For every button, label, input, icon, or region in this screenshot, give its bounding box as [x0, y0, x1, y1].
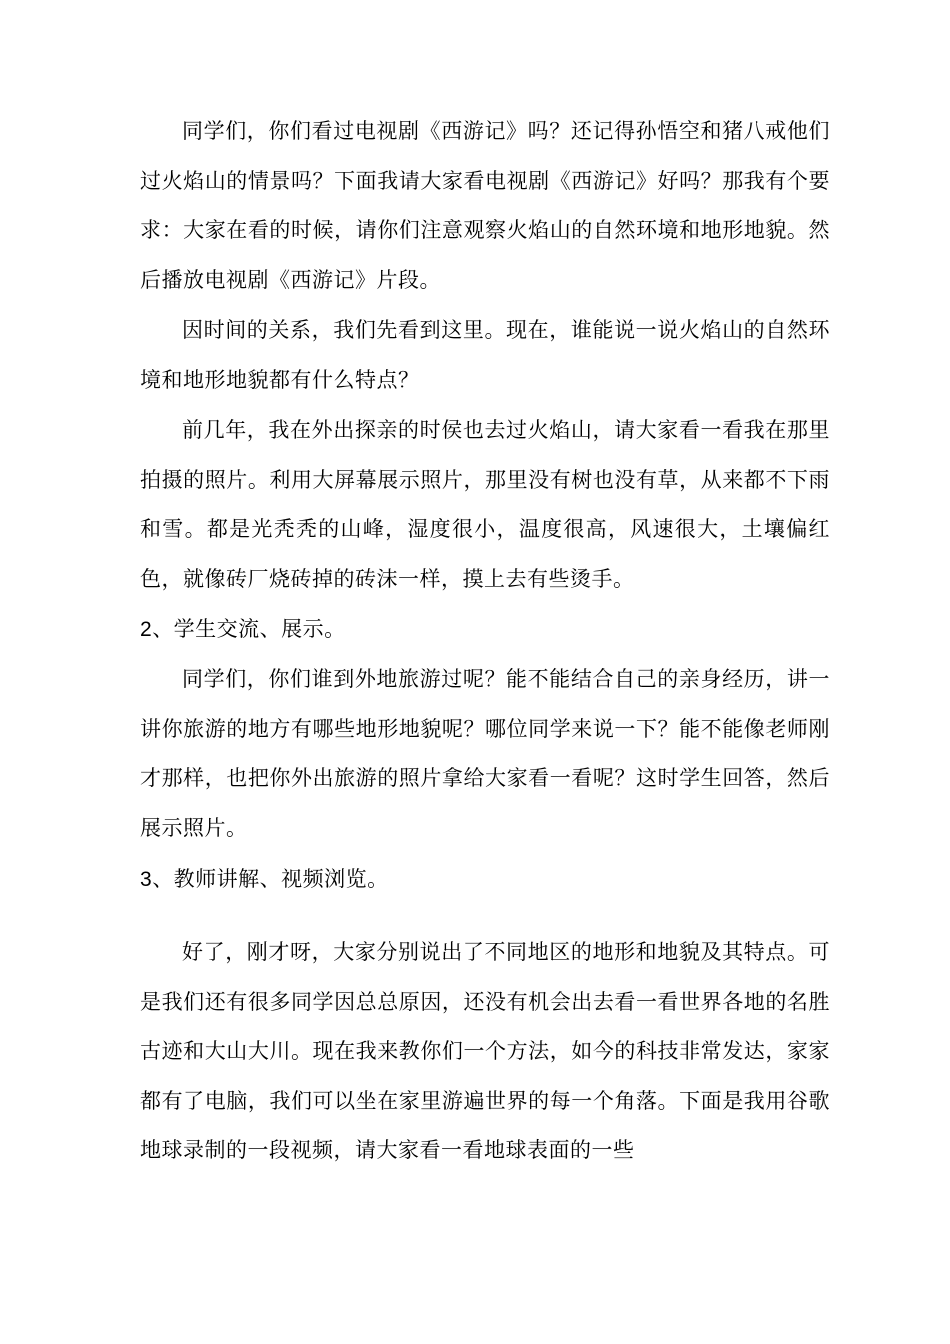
section-heading-number: 3 — [140, 868, 153, 891]
section-heading-text: 、教师讲解、视频浏览。 — [152, 867, 389, 891]
section-heading-3 — [140, 855, 830, 905]
paragraph-teacher-photos: 前几年，我在外出探亲的时侯也去过火焰山，请大家看一看我在那里拍摄的照片。利用大屏幕展示照片，那里没有树也没有草，从来都不下雨和雪。都是光秃秃的山峰，湿度很小，温度很高，风速很大，土壤偏红色，就像砖厂烧砖掉的砖沫一样，摸上去有些烫手。 — [140, 418, 830, 591]
paragraph-student-travel: 同学们，你们谁到外地旅游过呢？能不能结合自己的亲身经历，讲一讲你旅游的地方有哪些地形地貌呢？哪位同学来说一下？能不能像老师刚才那样，也把你外出旅游的照片拿给大家看一看呢？这时学生回答，然后展示照片。 — [140, 667, 830, 840]
paragraph-flame-mountain-question: 因时间的关系，我们先看到这里。现在，谁能说一说火焰山的自然环境和地形地貌都有什么特点？ — [140, 318, 830, 392]
section-heading-text: 、学生交流、展示。 — [152, 617, 346, 641]
section-heading-number: 2 — [140, 618, 153, 641]
paragraph-xiyouji-intro: 同学们，你们看过电视剧《西游记》吗？还记得孙悟空和猪八戒他们过火焰山的情景吗？下面我请大家看电视剧《西游记》好吗？那我有个要求：大家在看的时候，请你们注意观察火焰山的自然环境和地形地貌。然后播放电视剧《西游记》片段。 — [140, 119, 830, 292]
paragraph-google-earth: 好了，刚才呀，大家分别说出了不同地区的地形和地貌及其特点。可是我们还有很多同学因总总原因，还没有机会出去看一看世界各地的名胜古迹和大山大川。现在我来教你们一个方法，如今的科技非常发达，家家都有了电脑，我们可以坐在家里游遍世界的每一个角落。下面是我用谷歌地球录制的一段视频，请大家看一看地球表面的一些 — [140, 940, 830, 1163]
section-heading-2 — [140, 605, 830, 655]
